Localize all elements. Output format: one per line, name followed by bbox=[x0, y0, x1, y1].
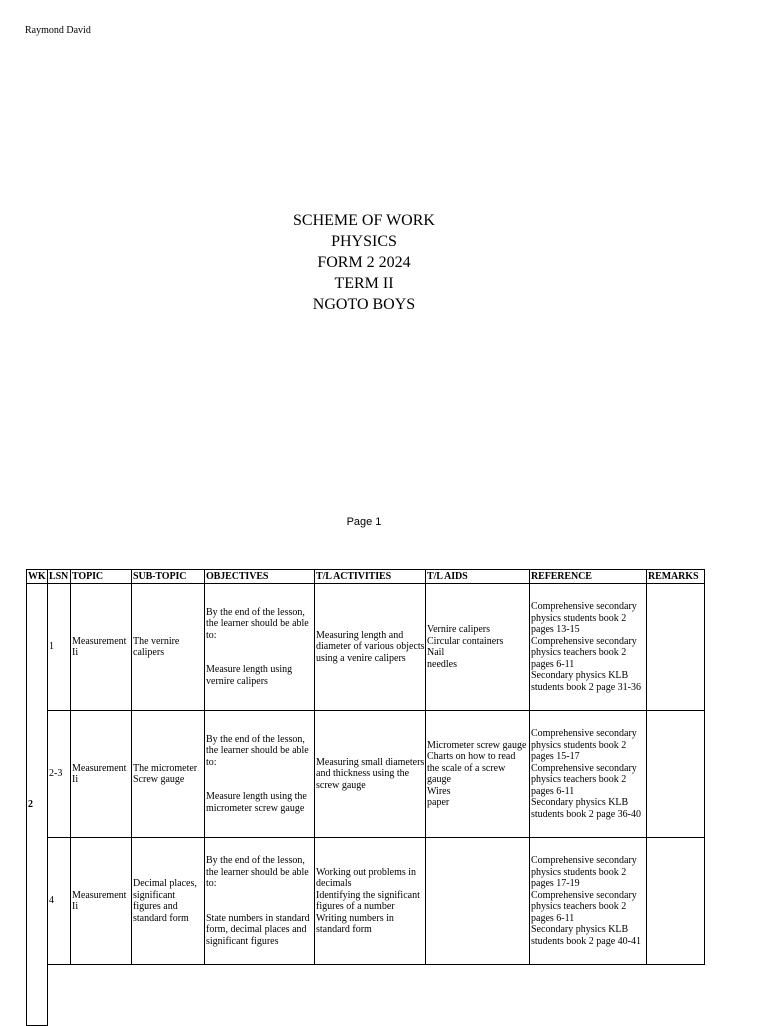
table-row bbox=[27, 711, 705, 838]
week-cell: 2 bbox=[27, 584, 48, 1026]
aid-item: Nail bbox=[427, 647, 445, 658]
reference-item: Secondary physics KLB students book 2 page 40-41 bbox=[531, 924, 641, 947]
topic-cell: Measurement Ii bbox=[71, 584, 132, 711]
column-header: REMARKS bbox=[647, 570, 705, 584]
activity-item: Measuring length and diameter of various objects using a venire calipers bbox=[316, 629, 425, 664]
column-header: REFERENCE bbox=[530, 570, 647, 584]
reference-item: Comprehensive secondary physics teachers book 2 pages 6-11 bbox=[531, 889, 637, 924]
continued-row bbox=[48, 965, 705, 1026]
table-row bbox=[27, 838, 705, 965]
column-header: LSN bbox=[48, 570, 71, 584]
activity-item: Identifying the significant figures of a number bbox=[316, 889, 420, 912]
objective-text: Measure length using the micrometer screw gauge bbox=[206, 791, 307, 814]
activity-item: Writing numbers in standard form bbox=[316, 912, 394, 935]
aid-item: Circular containers bbox=[427, 635, 504, 647]
author-name: Raymond David bbox=[25, 25, 91, 36]
reference-item: Comprehensive secondary physics teachers book 2 pages 6-11 bbox=[531, 762, 637, 797]
reference-cell bbox=[530, 711, 647, 838]
lesson-cell: 2-3 bbox=[48, 711, 71, 838]
aids-cell bbox=[426, 584, 530, 711]
column-header: T/L ACTIVITIES bbox=[315, 570, 426, 584]
objectives-cell bbox=[205, 584, 315, 711]
subtopic-cell: Decimal places, significant figures and standard form bbox=[132, 838, 205, 965]
lesson-cell: 4 bbox=[48, 838, 71, 965]
reference-item: Secondary physics KLB students book 2 page 31-36 bbox=[531, 670, 641, 693]
remarks-cell bbox=[647, 711, 705, 838]
objective-intro: By the end of the lesson, the learner should be able to: bbox=[206, 606, 309, 641]
table-header-row bbox=[27, 570, 705, 584]
topic-cell: Measurement Ii bbox=[71, 711, 132, 838]
objectives-cell bbox=[205, 838, 315, 965]
document-title bbox=[0, 210, 728, 315]
column-header: SUB-TOPIC bbox=[132, 570, 205, 584]
table-row bbox=[27, 584, 705, 711]
reference-item: Comprehensive secondary physics students book 2 pages 13-15 bbox=[531, 601, 637, 635]
column-header: T/L AIDS bbox=[426, 570, 530, 584]
objective-intro: By the end of the lesson, the learner should be able to: bbox=[206, 855, 309, 889]
reference-item: Comprehensive secondary physics teachers book 2 pages 6-11 bbox=[531, 635, 637, 670]
reference-cell bbox=[530, 838, 647, 965]
aid-item: Wires bbox=[427, 785, 451, 797]
column-header: WK bbox=[28, 570, 46, 582]
topic-cell: Measurement Ii bbox=[71, 838, 132, 965]
reference-item: Comprehensive secondary physics students book 2 pages 15-17 bbox=[531, 728, 637, 762]
objective-intro: By the end of the lesson, the learner should be able to: bbox=[206, 733, 309, 768]
aid-item: needles bbox=[427, 658, 457, 670]
aids-cell bbox=[426, 838, 530, 965]
aid-item: paper bbox=[427, 797, 450, 808]
activities-cell bbox=[315, 838, 426, 965]
objectives-cell bbox=[205, 711, 315, 838]
reference-cell bbox=[530, 584, 647, 711]
objective-text: State numbers in standard form, decimal places and significant figures bbox=[206, 912, 310, 947]
lesson-cell: 1 bbox=[48, 584, 71, 711]
remarks-cell bbox=[647, 584, 705, 711]
table-row bbox=[27, 965, 705, 1026]
title-line: PHYSICS bbox=[331, 233, 397, 250]
reference-item: Comprehensive secondary physics students book 2 pages 17-19 bbox=[531, 855, 637, 889]
title-line: TERM II bbox=[334, 275, 394, 292]
aid-item: Charts on how to read the scale of a screw gauge bbox=[427, 751, 516, 785]
objective-text: Measure length using vernire calipers bbox=[206, 664, 293, 687]
column-header: TOPIC bbox=[71, 570, 132, 584]
subtopic-cell: The micrometer Screw gauge bbox=[132, 711, 205, 838]
reference-item: Secondary physics KLB students book 2 page 36-40 bbox=[531, 797, 641, 820]
activities-cell bbox=[315, 584, 426, 711]
title-line: NGOTO BOYS bbox=[312, 296, 416, 313]
column-header: OBJECTIVES bbox=[205, 570, 315, 584]
activity-item: Working out problems in decimals bbox=[316, 866, 417, 889]
remarks-cell bbox=[647, 838, 705, 965]
title-line: SCHEME OF WORK bbox=[293, 212, 435, 229]
aid-item: Micrometer screw gauge bbox=[427, 739, 527, 751]
aid-item: Vernire calipers bbox=[427, 624, 491, 635]
page-number: Page 1 bbox=[346, 516, 382, 528]
activities-cell bbox=[315, 711, 426, 838]
scheme-of-work-table bbox=[26, 569, 705, 1026]
subtopic-cell: The vernire calipers bbox=[132, 584, 205, 711]
title-line: FORM 2 2024 bbox=[317, 254, 411, 271]
aids-cell bbox=[426, 711, 530, 838]
activity-item: Measuring small diameters and thickness using the screw gauge bbox=[316, 756, 425, 791]
